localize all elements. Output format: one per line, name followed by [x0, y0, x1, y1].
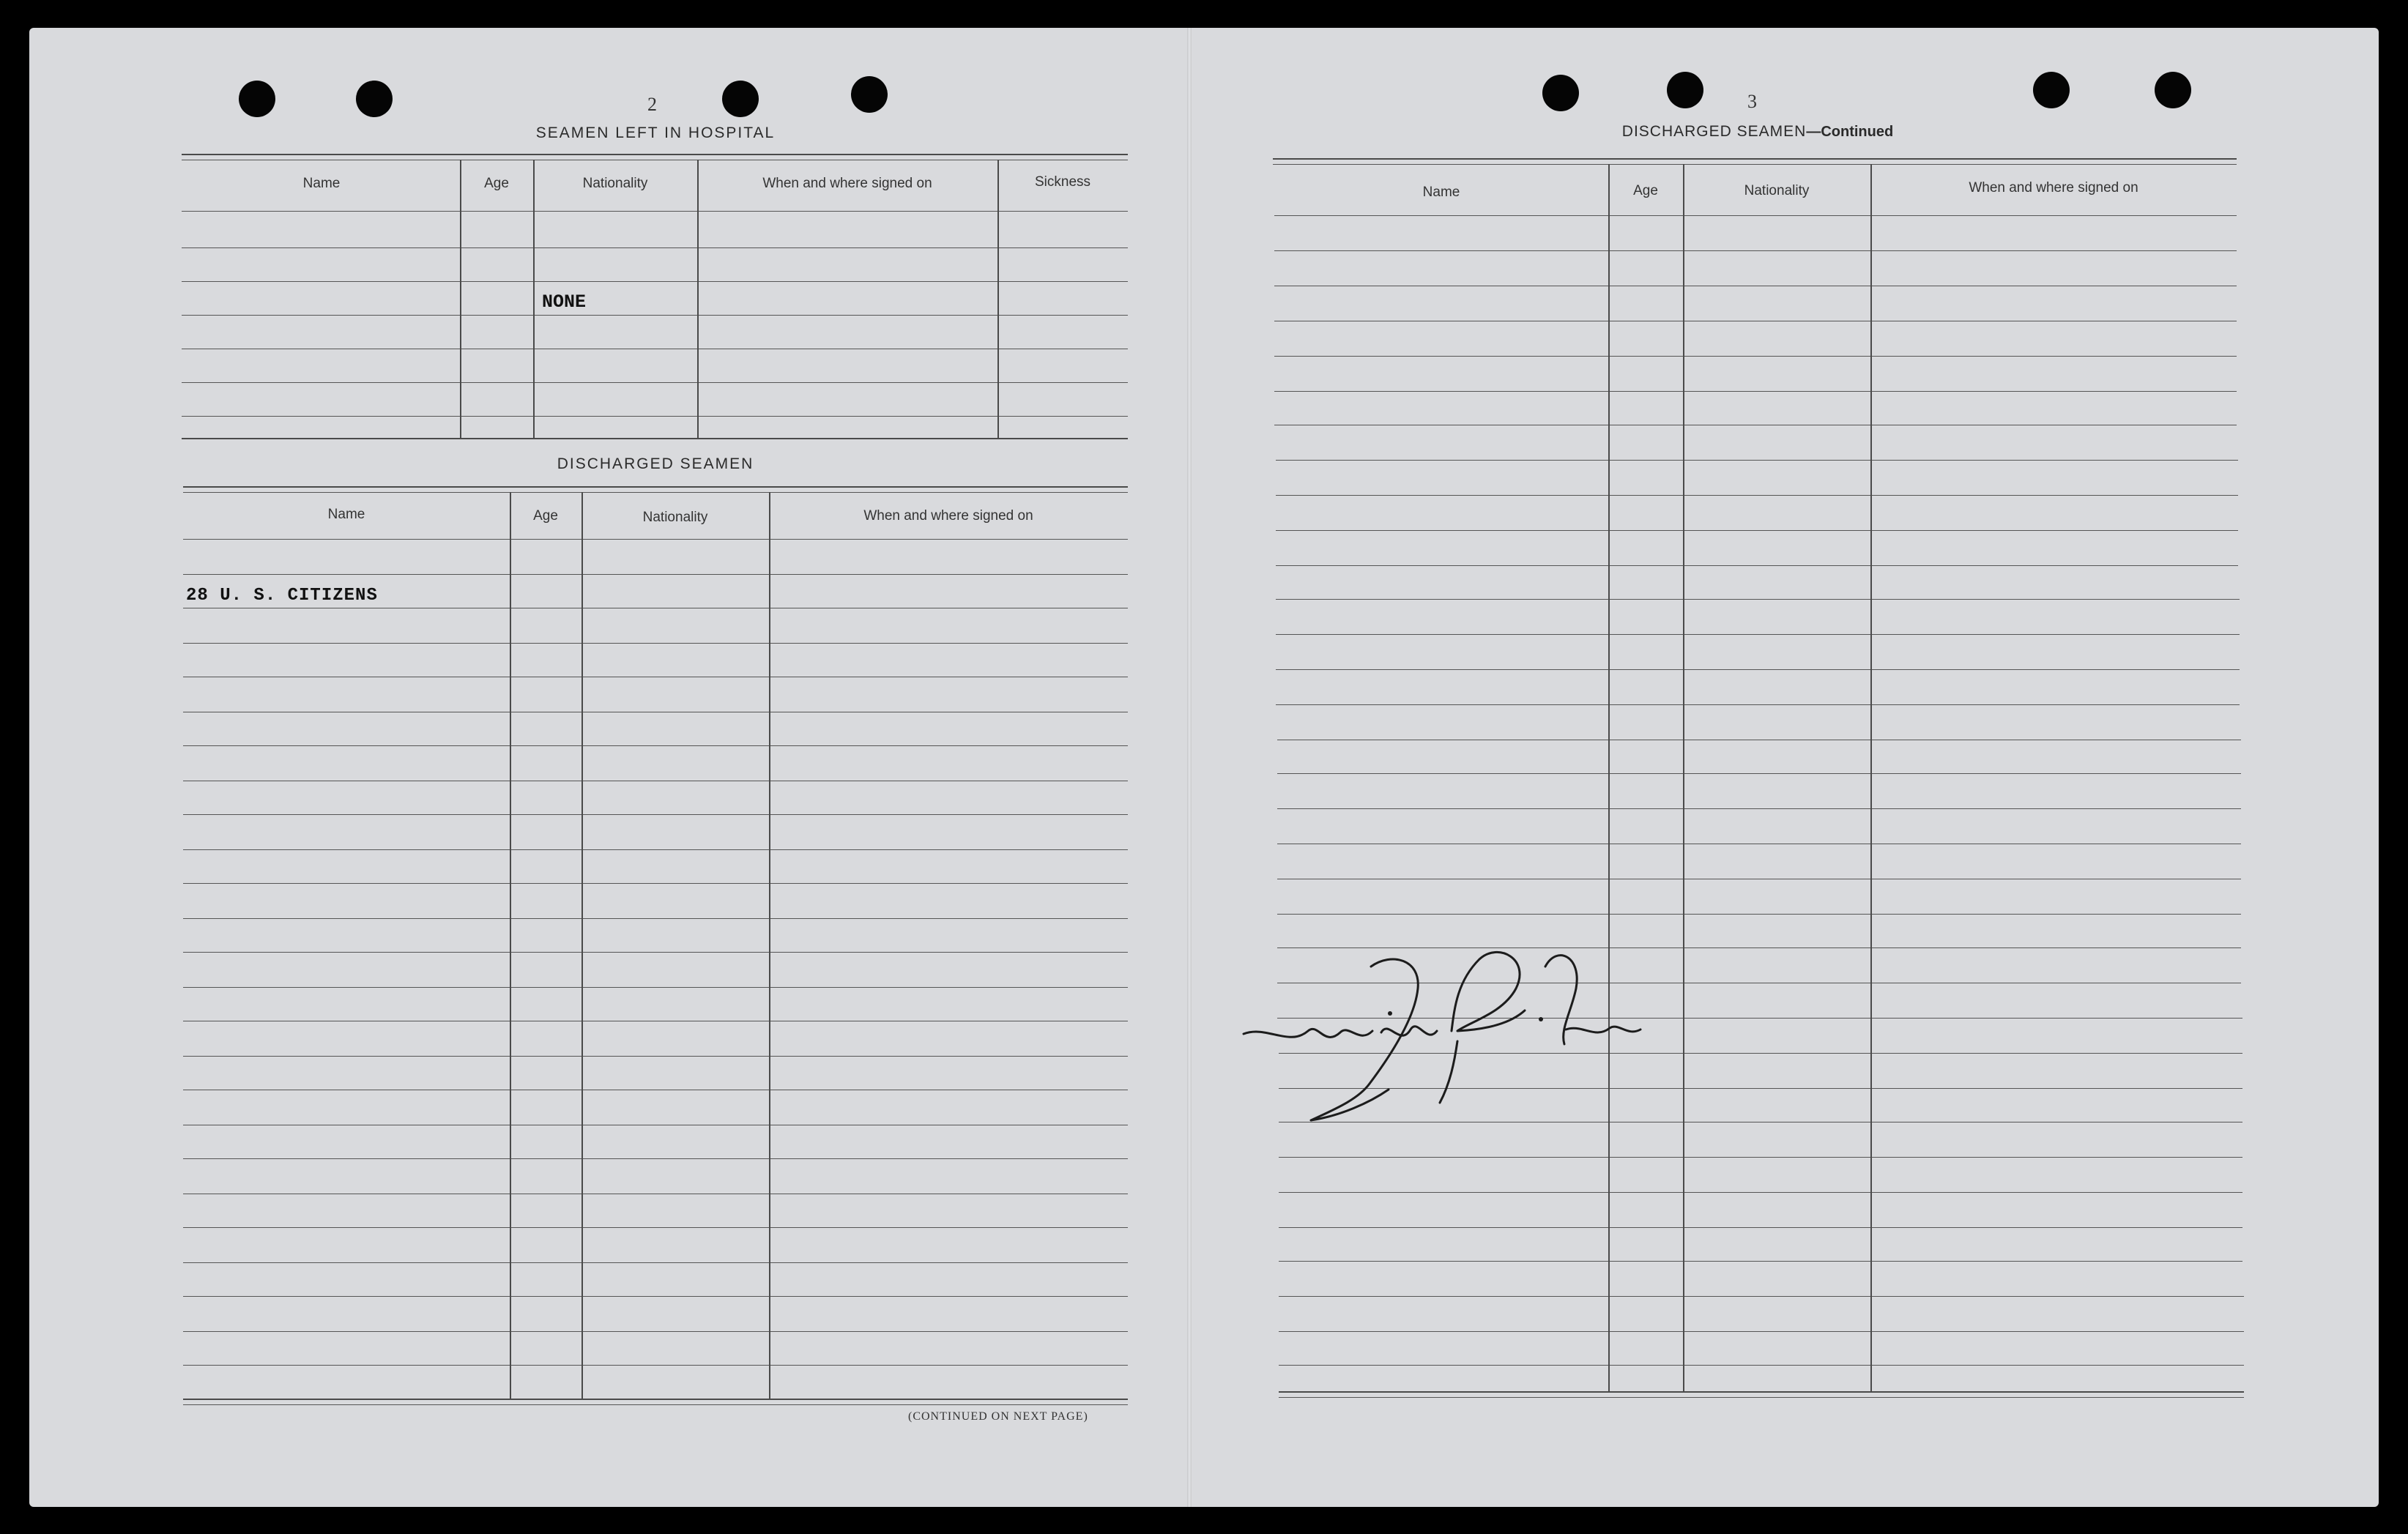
col-header-nationality: Nationality	[582, 176, 648, 191]
title-text: DISCHARGED SEAMEN	[1621, 123, 1807, 140]
punch-hole-icon	[851, 76, 888, 113]
col-header-age: Age	[533, 508, 558, 524]
col-header-name: Name	[302, 176, 341, 191]
col-header-nationality: Nationality	[642, 510, 708, 525]
page-number: 3	[1747, 91, 1757, 112]
table-top-rule	[1273, 158, 2237, 160]
col-header-age: Age	[484, 176, 509, 191]
col-header-signed-on: When and where signed on	[762, 176, 932, 191]
handwritten-signature-icon	[1238, 937, 1648, 1128]
section-title-hospital: SEAMEN LEFT IN HOSPITAL	[535, 124, 776, 141]
center-fold	[1187, 28, 1192, 1507]
table-top-rule	[183, 486, 1128, 488]
col-header-signed-on: When and where signed on	[863, 508, 1033, 524]
section-title-discharged: DISCHARGED SEAMEN	[557, 455, 754, 472]
col-header-sickness: Sickness	[1034, 174, 1091, 190]
continued-note: (CONTINUED ON NEXT PAGE)	[908, 1410, 1088, 1423]
discharged-entry: 28 U. S. CITIZENS	[186, 586, 378, 606]
table-top-rule	[182, 154, 1128, 155]
punch-hole-icon	[2033, 72, 2070, 108]
col-header-name: Name	[327, 507, 365, 522]
title-suffix: —Continued	[1806, 124, 1894, 140]
col-header-age: Age	[1633, 183, 1658, 198]
punch-hole-icon	[1542, 75, 1579, 111]
col-header-nationality: Nationality	[1744, 183, 1810, 198]
col-header-signed-on: When and where signed on	[1969, 180, 2138, 196]
document-sheet	[29, 28, 2379, 1507]
punch-hole-icon	[1667, 72, 1703, 108]
col-header-name: Name	[1422, 185, 1460, 200]
punch-hole-icon	[2155, 72, 2191, 108]
hospital-entry: NONE	[542, 291, 587, 313]
punch-hole-icon	[722, 81, 759, 117]
punch-hole-icon	[356, 81, 393, 117]
punch-hole-icon	[239, 81, 275, 117]
page-number: 2	[647, 94, 657, 115]
section-title-discharged-continued	[1545, 123, 1970, 141]
